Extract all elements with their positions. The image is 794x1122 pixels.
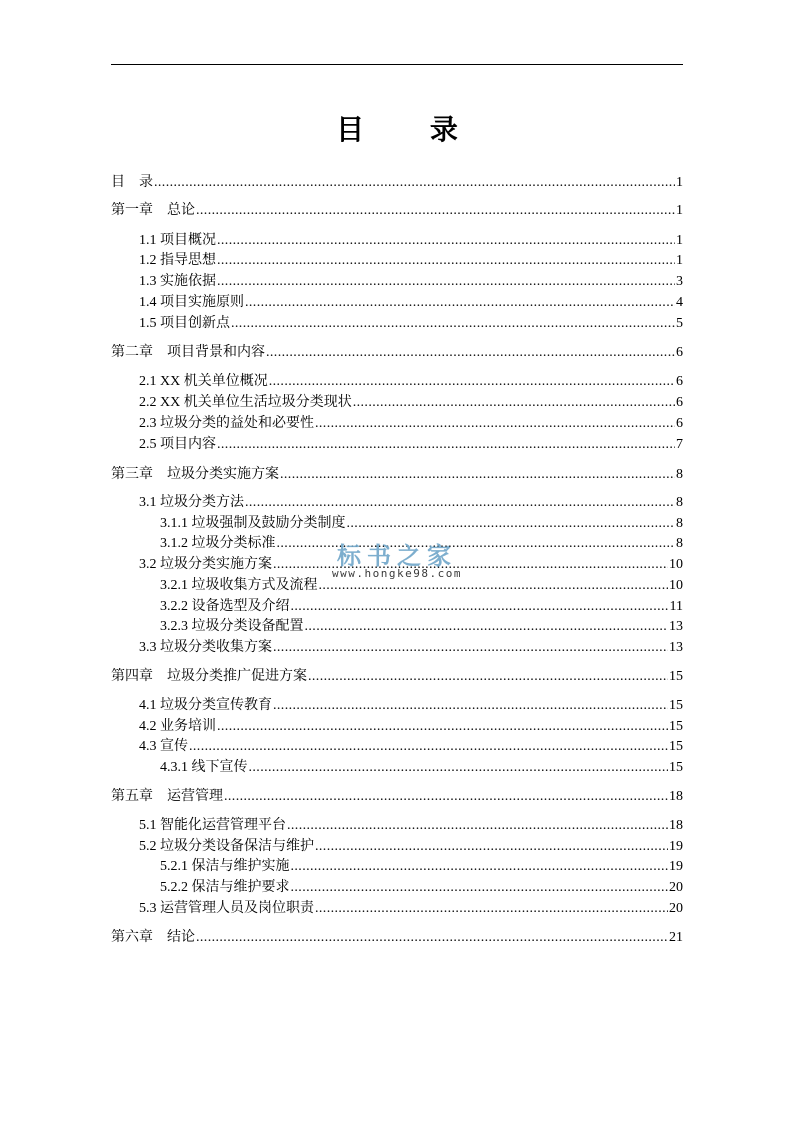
toc-leader-dots [249,758,669,778]
toc-entry-label: 1.1 项目概况 [139,233,216,248]
toc-entry-label: 4.1 垃圾分类宣传教育 [139,698,272,713]
toc-entry[interactable] [111,272,683,292]
toc-entry-label: 3.2.2 设备选型及介绍 [160,599,290,614]
toc-entry-page: 19 [669,839,683,854]
toc-entry-label: 5.2.1 保洁与维护实施 [160,859,290,874]
toc-leader-dots [273,638,668,658]
toc-entry[interactable] [111,696,683,716]
toc-entry[interactable] [111,414,683,434]
toc-entry-page: 18 [669,818,683,833]
toc-entry-label: 第四章 垃圾分类推广促进方案 [111,669,307,684]
toc-leader-dots [269,372,675,392]
toc-entry[interactable] [111,928,683,948]
toc-entry[interactable] [111,251,683,271]
toc-leader-dots [245,493,675,513]
toc-entry[interactable] [111,393,683,413]
watermark-url: www.hongke98.com [332,567,462,580]
toc-leader-dots [273,696,668,716]
toc-entry[interactable] [111,293,683,313]
toc-entry[interactable] [111,617,683,637]
toc-leader-dots [217,251,675,271]
toc-entry-label: 5.2 垃圾分类设备保洁与维护 [139,839,314,854]
toc-leader-dots [319,576,669,596]
toc-entry[interactable] [111,343,683,363]
toc-leader-dots [217,272,675,292]
toc-entry-page: 6 [676,395,683,410]
toc-entry[interactable] [111,837,683,857]
toc-entry[interactable] [111,737,683,757]
toc-entry-label: 5.3 运营管理人员及岗位职责 [139,901,314,916]
toc-entry-page: 6 [676,416,683,431]
toc-entry-label: 3.2.3 垃圾分类设备配置 [160,619,304,634]
toc-entry[interactable] [111,514,683,534]
toc-entry-page: 5 [676,316,683,331]
toc-entry-page: 20 [669,880,683,895]
toc-entry[interactable] [111,465,683,485]
toc-leader-dots [308,667,668,687]
toc-leader-dots [353,393,675,413]
toc-entry-page: 19 [669,859,683,874]
toc-leader-dots [280,465,675,485]
toc-entry-label: 第五章 运营管理 [111,789,223,804]
toc-entry-label: 3.3 垃圾分类收集方案 [139,640,272,655]
toc-entry[interactable] [111,314,683,334]
toc-entry-page: 18 [669,789,683,804]
toc-entry-page: 1 [676,233,683,248]
toc-leader-dots [273,555,668,575]
toc-leader-dots [245,293,675,313]
toc-entry-label: 第三章 垃圾分类实施方案 [111,467,279,482]
toc-entry-label: 2.1 XX 机关单位概况 [139,374,268,389]
toc-entry[interactable] [111,231,683,251]
toc-entry-page: 7 [676,437,683,452]
toc-entry-label: 目 录 [111,175,153,190]
toc-entry-label: 2.2 XX 机关单位生活垃圾分类现状 [139,395,352,410]
watermark-logo-text: 标书之家 [337,542,457,570]
toc-entry-label: 3.2 垃圾分类实施方案 [139,557,272,572]
toc-entry-page: 11 [669,599,683,614]
toc-entry[interactable] [111,787,683,807]
header-rule [111,64,683,65]
toc-entry-label: 3.1.2 垃圾分类标准 [160,536,276,551]
toc-entry[interactable] [111,173,683,193]
toc-leader-dots [287,816,668,836]
toc-entry-page: 3 [676,274,683,289]
toc-leader-dots [196,928,668,948]
toc-entry[interactable] [111,597,683,617]
toc-entry-page: 6 [676,345,683,360]
toc-entry-label: 5.1 智能化运营管理平台 [139,818,286,833]
toc-entry-label: 第二章 项目背景和内容 [111,345,265,360]
toc-entry-page: 10 [669,557,683,572]
toc-entry-page: 8 [676,495,683,510]
toc-entry[interactable] [111,717,683,737]
toc-leader-dots [266,343,675,363]
toc-entry-label: 第一章 总论 [111,203,195,218]
toc-leader-dots [217,717,668,737]
toc-entry-page: 10 [669,578,683,593]
toc-leader-dots [217,435,675,455]
toc-entry-label: 第六章 结论 [111,930,195,945]
toc-entry-page: 13 [669,619,683,634]
toc-leader-dots [347,514,676,534]
toc-entry[interactable] [111,435,683,455]
toc-entry-page: 13 [669,640,683,655]
toc-leader-dots [315,837,668,857]
toc-leader-dots [217,231,675,251]
toc-entry-page: 8 [676,467,683,482]
toc-leader-dots [315,899,668,919]
toc-entry[interactable] [111,638,683,658]
toc-entry-page: 20 [669,901,683,916]
toc-leader-dots [277,534,676,554]
toc-entry-label: 1.2 指导思想 [139,253,216,268]
toc-leader-dots [291,878,669,898]
toc-entry-label: 2.5 项目内容 [139,437,216,452]
toc-entry-label: 1.5 项目创新点 [139,316,230,331]
toc-entry[interactable] [111,816,683,836]
toc-entry-label: 3.1.1 垃圾强制及鼓励分类制度 [160,516,346,531]
toc-leader-dots [305,617,669,637]
toc-leader-dots [291,597,669,617]
toc-entry[interactable] [111,857,683,877]
toc-entry[interactable] [111,576,683,596]
toc-entry-label: 1.4 项目实施原则 [139,295,244,310]
toc-entry-label: 2.3 垃圾分类的益处和必要性 [139,416,314,431]
toc-entry-page: 15 [669,698,683,713]
toc-leader-dots [224,787,668,807]
toc-leader-dots [196,201,675,221]
toc-leader-dots [291,857,669,877]
toc-entry-page: 21 [669,930,683,945]
page-title: 目 录 [336,113,486,146]
toc-entry-page: 8 [676,536,683,551]
toc-entry-label: 4.2 业务培训 [139,719,216,734]
toc-entry[interactable] [111,493,683,513]
toc-entry[interactable] [111,555,683,575]
toc-entry[interactable] [111,899,683,919]
toc-entry-page: 15 [669,719,683,734]
toc-leader-dots [231,314,675,334]
toc-entry-page: 1 [676,253,683,268]
toc-entry-page: 6 [676,374,683,389]
toc-entry[interactable] [111,534,683,554]
toc-entry-label: 5.2.2 保洁与维护要求 [160,880,290,895]
toc-entry-label: 1.3 实施依据 [139,274,216,289]
toc-entry-page: 4 [676,295,683,310]
toc-entry-page: 15 [669,760,683,775]
toc-entry-page: 8 [676,516,683,531]
toc-entry[interactable] [111,372,683,392]
toc-entry[interactable] [111,758,683,778]
toc-entry-label: 3.1 垃圾分类方法 [139,495,244,510]
toc-entry[interactable] [111,878,683,898]
toc-entry-page: 1 [676,175,683,190]
toc-entry-page: 1 [676,203,683,218]
toc-leader-dots [315,414,675,434]
toc-leader-dots [154,173,675,193]
toc-entry[interactable] [111,201,683,221]
toc-entry-label: 3.2.1 垃圾收集方式及流程 [160,578,318,593]
toc-entry-label: 4.3.1 线下宣传 [160,760,248,775]
toc-entry[interactable] [111,667,683,687]
toc-entry-page: 15 [669,669,683,684]
toc-entry-page: 15 [669,739,683,754]
toc-leader-dots [189,737,668,757]
toc-entry-label: 4.3 宣传 [139,739,188,754]
